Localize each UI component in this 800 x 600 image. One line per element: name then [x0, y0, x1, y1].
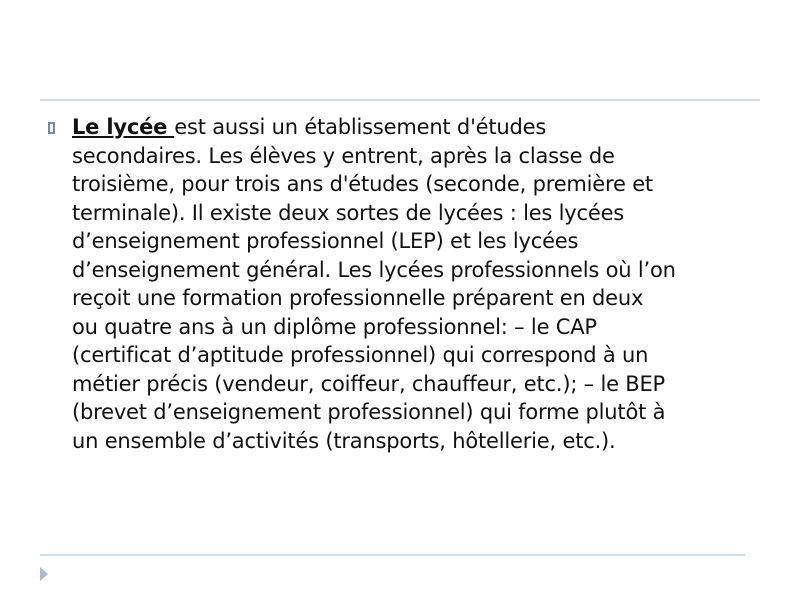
bottom-divider [40, 554, 745, 556]
bullet-icon [48, 122, 55, 134]
text-fragment: est aussi un établissement d'études [174, 115, 547, 139]
top-divider [40, 99, 760, 101]
text-line [72, 113, 676, 142]
text-line: d’enseignement général. Les lycées professionnels où l’on [72, 257, 676, 282]
text-line: secondaires. Les élèves y entrent, après la classe de [72, 143, 615, 168]
text-line: d’enseignement professionnel (LEP) et les lycées [72, 229, 579, 253]
text-line: métier précis (vendeur, coiffeur, chauffeur, etc.); – le BEP [72, 371, 666, 396]
lead-term: Le lycée [72, 115, 175, 139]
triangle-marker-icon [40, 567, 48, 581]
text-line: (certificat d’aptitude professionnel) qui correspond à un [72, 343, 649, 367]
text-line: troisième, pour trois ans d'études (seconde, première et [72, 172, 653, 196]
text-line: ou quatre ans à un diplôme professionnel: – le CAP [72, 314, 597, 339]
text-line: un ensemble d’activités (transports, hôtellerie, etc.). [72, 428, 616, 453]
text-line: (brevet d’enseignement professionnel) qui forme plutôt à [72, 400, 666, 424]
slide-body-text [72, 113, 676, 455]
text-line: terminale). Il existe deux sortes de lycées : les lycées [72, 200, 625, 225]
text-line: reçoit une formation professionnelle préparent en deux [72, 286, 644, 310]
